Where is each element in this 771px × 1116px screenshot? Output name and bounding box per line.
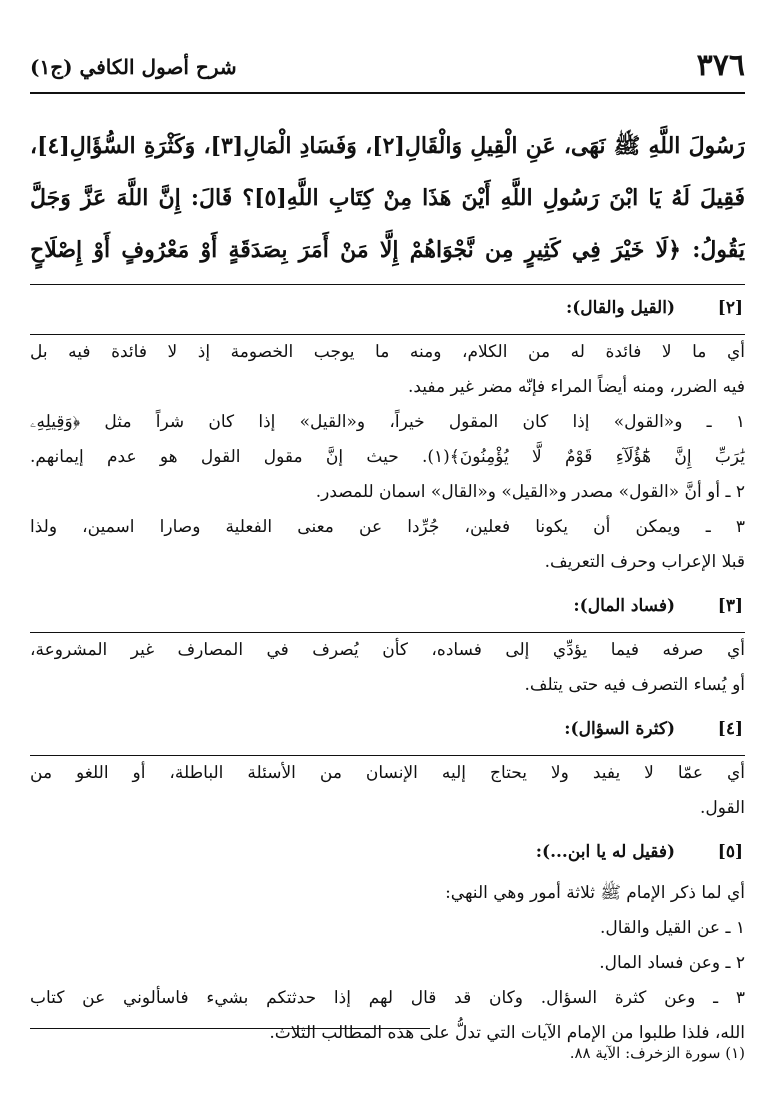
note-line: ١ ـ عن القيل والقال.: [600, 918, 745, 938]
note-line: أي صرفه فيما يؤدِّي إلى فساده، كأن يُصرف في المصارف غير المشروعة،: [30, 640, 745, 660]
note-line: ١ ـ و«القول» إذا كان المقول خيراً، و«القيل» إذا كان شراً مثل ﴿وَقِيلِهِۦ: [30, 412, 745, 432]
note-line: أو يُساء التصرف فيه حتى يتلف.: [524, 675, 745, 695]
note-number: [٤]: [717, 719, 743, 739]
note-4: [30, 713, 745, 826]
note-title: (القيل والقال):: [565, 298, 675, 318]
note-number: [٣]: [717, 596, 743, 616]
note-line: القول.: [699, 798, 745, 818]
page-header: [30, 48, 745, 88]
commentary-notes: [30, 292, 745, 1051]
note-title: (فقيل له يا ابن...):: [535, 842, 675, 862]
note-line: أي ما لا فائدة له من الكلام، ومنه ما يوجب الخصومة إذ لا فائدة فيه بل: [30, 342, 745, 362]
note-line: ٣ ـ وعن كثرة السؤال. وكان قد قال لهم إذا حدثتكم بشيء فاسألوني عن كتاب: [30, 988, 745, 1008]
note-line: الله، فلذا طلبوا من الإمام الآيات التي تدلُّ على هذه المطالب الثلاث.: [269, 1023, 745, 1043]
hadith-text: [30, 120, 745, 276]
note-line: ٢ ـ أو أنَّ «القول» مصدر و«القيل» و«القال» اسمان للمصدر.: [315, 482, 745, 502]
note-line: ٣ ـ ويمكن أن يكونا فعلين، جُرِّدا عن معنى الفعلية وصارا اسمين، ولذا: [30, 517, 745, 537]
note-2: [30, 292, 745, 580]
hadith-line: يَقُولُ: ﴿لَا خَيْرَ فِي كَثِيرٍ مِن نَّجْوَاهُمْ إِلَّا مَنْ أَمَرَ بِصَدَقَةٍ أَوْ مَعْرُوفٍ أَوْ إِصْلَاحٍ: [30, 237, 745, 263]
note-line: يَٰرَبِّ إِنَّ هَٰٓؤُلَآءِ قَوْمٌ لَّا يُؤْمِنُونَ﴾(١). حيث إنَّ مقول القول هو عدم إيمانهم.: [30, 447, 745, 467]
page-number: ٣٧٦: [696, 48, 745, 83]
commentary-divider: [30, 284, 745, 285]
note-number: [٢]: [717, 298, 743, 318]
note-number: [٥]: [717, 842, 743, 862]
note-line: ٢ ـ وعن فساد المال.: [599, 953, 745, 973]
note-line: فيه الضرر، ومنه أيضاً المراء فإنّه مضر غير مفيد.: [407, 377, 745, 397]
note-line: قبلا الإعراب وحرف التعريف.: [544, 552, 745, 572]
footnote: (١) سورة الزخرف: الآية ٨٨.: [569, 1044, 745, 1062]
note-title: (فساد المال):: [573, 596, 675, 616]
note-line: أي لما ذكر الإمام ﷺ ثلاثة أمور وهي النهي:: [445, 883, 745, 903]
note-line: أي عمّا لا يفيد ولا يحتاج إليه الإنسان من الأسئلة الباطلة، أو اللغو من: [30, 763, 745, 783]
note-title: (كثرة السؤال):: [564, 719, 675, 739]
note-3: [30, 590, 745, 703]
running-title: شرح أصول الكافي (ج١): [30, 55, 237, 79]
hadith-line: رَسُولَ اللَّهِ ﷺ نَهَى، عَنِ الْقِيلِ وَالْقَالِ[٢]، وَفَسَادِ الْمَالِ[٣]، وَكَثْرَةِ السُّؤَالِ[٤]،: [30, 133, 745, 159]
footnote-divider: [30, 1028, 430, 1029]
note-5: [30, 836, 745, 1051]
hadith-line: فَقِيلَ لَهُ يَا ابْنَ رَسُولِ اللَّهِ أَيْنَ هَذَا مِنْ كِتَابِ اللَّهِ[٥]؟ قَالَ: إِنَّ اللَّهَ عَزَّ وَجَلَّ: [30, 185, 745, 211]
header-divider: [30, 92, 745, 94]
